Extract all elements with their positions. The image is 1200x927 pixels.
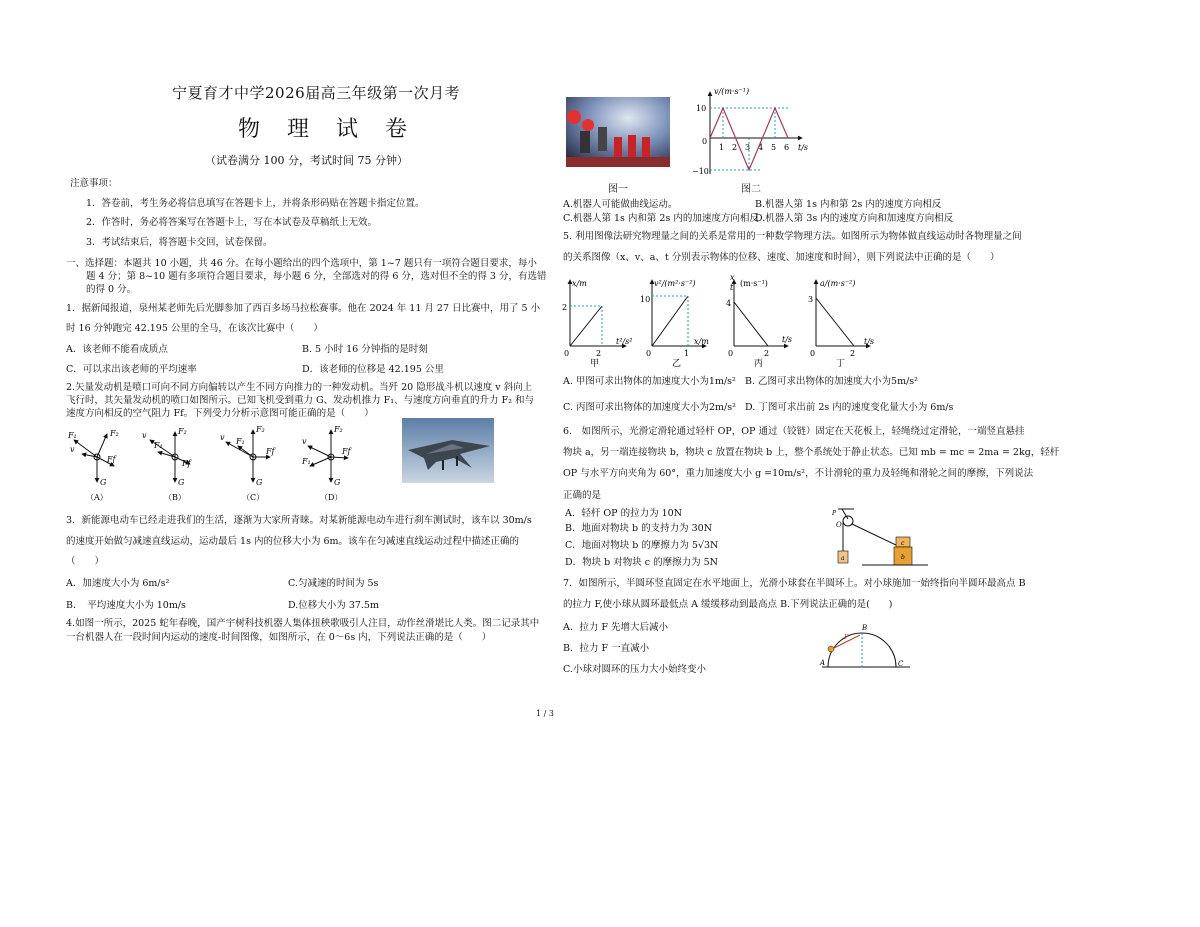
svg-text:F₂: F₂ (178, 427, 187, 436)
svg-text:Ff: Ff (266, 447, 275, 456)
exam-meta: （试卷满分 100 分，考试时间 75 分钟） (205, 154, 408, 167)
q6-stem: 6. 如图所示，光滑定滑轮通过轻杆 OP，OP 通过（铰链）固定在天花板上，轻绳绕过定滑轮，一端竖直悬挂 (563, 426, 1025, 437)
svg-text:6: 6 (784, 143, 790, 152)
svg-text:3: 3 (745, 143, 751, 152)
q4-option-b: B.机器人第 1s 内和第 2s 内的速度方向相反 (755, 199, 942, 210)
svg-text:4: 4 (758, 143, 764, 152)
svg-text:C: C (898, 660, 904, 668)
robot-dance-photo (566, 97, 670, 167)
svg-text:a: a (841, 555, 845, 562)
section-instructions: 一、选择题：本题共 10 小题，共 46 分。在每小题给出的四个选项中，第 1~7 题只有一项符合题目要求，每小 (66, 258, 537, 269)
svg-text:F₂: F₂ (256, 425, 265, 434)
q5-stem: 5. 利用图像法研究物理量之间的关系是常用的一种数学物理方法。如图所示为物体做直线运动时各物理量之间 (563, 231, 1022, 242)
svg-text:0: 0 (702, 137, 708, 146)
force-label: G (100, 478, 107, 487)
force-label: Ff (107, 455, 116, 464)
svg-text:x: x (730, 273, 735, 282)
graph-bing (726, 273, 792, 367)
notice-item: 2．作答时，务必将答案写在答题卡上，写在本试卷及草稿纸上无效。 (86, 217, 378, 228)
svg-text:乙: 乙 (672, 359, 682, 367)
svg-text:G: G (178, 478, 185, 487)
svg-text:x/m: x/m (572, 279, 587, 288)
q3-stem: （ ） (66, 556, 105, 567)
q6-stem: 物块 a，另一端连接物块 b，物块 c 放置在物块 b 上，整个系统处于静止状态。已知 mb = mc = 2ma = 2kg，轻杆 (563, 447, 1060, 458)
svg-text:F: F (844, 634, 849, 641)
q5-option-b: B. 乙图可求出物体的加速度大小为5m/s² (745, 376, 918, 387)
fighter-jet-photo (402, 418, 494, 483)
svg-text:A: A (820, 659, 826, 667)
q6-option-d: D．物块 b 对物块 c 的摩擦力为 5N (565, 557, 718, 568)
pulley-diagram (822, 505, 932, 569)
svg-text:2: 2 (562, 303, 568, 312)
graph-yi (640, 279, 709, 367)
svg-text:丙: 丙 (754, 359, 764, 367)
svg-text:−10: −10 (692, 167, 709, 176)
svg-text:（B）: （B） (164, 493, 186, 502)
svg-text:O: O (836, 521, 842, 529)
svg-text:3: 3 (808, 295, 814, 304)
svg-text:v: v (302, 437, 307, 446)
diagram-b (142, 427, 193, 502)
svg-text:0: 0 (728, 349, 734, 358)
q5-option-a: A. 甲图可求出物体的加速度大小为1m/s² (563, 376, 736, 387)
svg-text:b: b (901, 554, 905, 561)
diagram-label: （A） (86, 493, 108, 502)
svg-text:（C）: （C） (242, 493, 265, 502)
svg-text:x/m: x/m (694, 337, 709, 346)
svg-text:甲: 甲 (590, 359, 600, 367)
q2-force-diagrams (62, 422, 362, 504)
svg-text:t: t (730, 283, 734, 292)
vt-graph (692, 86, 812, 178)
q4-option-c: C.机器人第 1s 内和第 2s 内的加速度方向相反 (563, 213, 759, 224)
q5-option-c: C. 丙图可求出物体的加速度大小为2m/s² (563, 402, 736, 413)
q6-stem: OP 与水平方向夹角为 60°，重力加速度大小 g =10m/s²，不计滑轮的重力及轻绳和滑轮之间的摩擦，下列说法 (563, 468, 1034, 479)
q3-stem: 的速度开始做匀减速直线运动，运动最后 1s 内的位移大小为 6m。该车在匀减速直线运动过程中描述正确的 (66, 536, 520, 547)
notice-title: 注意事项： (70, 178, 118, 189)
svg-text:丁: 丁 (836, 359, 846, 367)
notice-item: 1．答卷前，考生务必将信息填写在答题卡上，并将条形码贴在答题卡指定位置。 (86, 198, 425, 209)
svg-text:Ff: Ff (182, 459, 191, 468)
graph-ding (808, 279, 874, 367)
svg-text:a/(m·s⁻²): a/(m·s⁻²) (820, 279, 856, 288)
section-instructions: 的得 0 分。 (86, 284, 137, 295)
q7-option-b: B．拉力 F 一直减小 (563, 643, 650, 654)
q2-stem: 2.矢量发动机是喷口可向不同方向偏转以产生不同方向推力的一种发动机。当歼 20 隐形战斗机以速度 v 斜向上 (66, 382, 533, 393)
svg-text:2: 2 (596, 349, 602, 358)
svg-text:0: 0 (810, 349, 816, 358)
q1-option-b: B. 5 小时 16 分钟指的是时刻 (302, 344, 428, 355)
q2-stem: 速度方向相反的空气阻力 Ff。下列受力分析示意图可能正确的是（ ） (66, 408, 374, 419)
svg-text:P: P (832, 510, 837, 517)
svg-text:v: v (220, 433, 225, 442)
q4-stem: 一台机器人在一段时间内运动的速度-时间图像，如图所示，在 0～6s 内，下列说法正确的是（ ） (66, 632, 492, 643)
svg-text:(m·s⁻¹): (m·s⁻¹) (740, 279, 768, 288)
svg-text:v: v (142, 431, 147, 440)
q5-graphs (562, 272, 892, 367)
q4-option-d: D.机器人第 3s 内的速度方向和加速度方向相反 (755, 213, 954, 224)
q7-stem: 的拉力 F,使小球从圆环最低点 A 缓缓移动到最高点 B.下列说法正确的是( ) (563, 599, 893, 610)
force-label: F₁ (68, 431, 77, 440)
svg-text:2: 2 (732, 143, 738, 152)
svg-text:B: B (862, 624, 868, 632)
notice-item: 3．考试结束后，将答题卡交回，试卷保留。 (86, 237, 273, 248)
svg-text:2: 2 (764, 349, 770, 358)
svg-text:G: G (256, 478, 263, 487)
q3-option-a: A．加速度大小为 6m/s² (66, 578, 170, 589)
page-number: 1 / 3 (536, 709, 554, 718)
svg-text:0: 0 (564, 349, 570, 358)
svg-text:1: 1 (719, 143, 725, 152)
svg-text:5: 5 (771, 143, 777, 152)
q6-option-b: B．地面对物块 b 的支持力为 30N (565, 523, 713, 534)
diagram-a (67, 429, 119, 502)
svg-text:F₁: F₁ (154, 441, 163, 450)
svg-text:F₂: F₂ (334, 425, 343, 434)
semicircle-diagram (818, 617, 914, 675)
q3-option-b: B． 平均速度大小为 10m/s (66, 600, 186, 611)
svg-text:0: 0 (646, 349, 652, 358)
svg-text:2: 2 (850, 349, 856, 358)
q6-stem: 正确的是 (563, 490, 602, 501)
school-title: 宁夏育才中学2026届高三年级第一次月考 (172, 84, 461, 102)
svg-text:G: G (334, 478, 341, 487)
svg-text:4: 4 (726, 299, 732, 308)
q7-option-c: C.小球对圆环的压力大小始终变小 (563, 664, 706, 675)
force-label: v (70, 445, 75, 454)
svg-text:10: 10 (640, 295, 651, 304)
fig1-caption: 图一 (608, 184, 628, 195)
q1-option-a: A．该老师不能看成质点 (66, 344, 168, 355)
q1-stem: 时 16 分钟跑完 42.195 公里的全马，在该次比赛中（ ） (66, 323, 323, 334)
svg-text:（D）: （D） (320, 493, 343, 502)
q1-stem: 1．据新闻报道，泉州某老师先后光脚参加了西百多场马拉松赛事。他在 2024 年 11 月 27 日比赛中，用了 5 小 (66, 303, 541, 314)
q2-stem: 飞行时，其矢量发动机的喷口如图所示。已知飞机受到重力 G、发动机推力 F₁、与速度方向垂直的升力 F₂ 和与 (66, 395, 534, 406)
fig2-caption: 图二 (741, 184, 761, 195)
q1-option-c: C．可以求出该老师的平均速率 (66, 364, 197, 375)
svg-text:F₁: F₁ (236, 437, 245, 446)
q7-option-a: A．拉力 F 先增大后减小 (563, 622, 668, 633)
q3-stem: 3．新能源电动车已经走进我们的生活，逐渐为大家所青睐。对某新能源电动车进行刹车测试时，该车以 30m/s (66, 515, 532, 526)
svg-text:v/(m·s⁻¹): v/(m·s⁻¹) (714, 87, 750, 96)
q3-option-d: D.位移大小为 37.5m (288, 600, 379, 611)
svg-text:10: 10 (696, 104, 707, 113)
q4-option-a: A.机器人可能做曲线运动。 (563, 199, 678, 210)
svg-text:t/s: t/s (798, 143, 809, 152)
svg-text:t/s: t/s (864, 337, 875, 346)
q1-option-d: D．该老师的位移是 42.195 公里 (302, 364, 444, 375)
q5-stem: 的关系图像（x、v、a、t 分别表示物体的位移、速度、加速度和时间），则下列说法中正确的是（ ） (563, 252, 1000, 263)
section-instructions: 题 4 分；第 8~10 题有多项符合题目要求，每小题 6 分，全部选对的得 6 分，选对但不全的得 3 分，有选错 (86, 271, 547, 282)
svg-text:t²/s²: t²/s² (616, 337, 633, 346)
q3-option-c: C.匀减速的时间为 5s (288, 578, 379, 589)
q5-option-d: D. 丁图可求出前 2s 内的速度变化量大小为 6m/s (745, 402, 954, 413)
svg-text:F₁: F₁ (302, 457, 311, 466)
diagram-d (301, 425, 353, 502)
q6-option-a: A．轻杆 OP 的拉力为 10N (565, 508, 683, 519)
svg-text:1: 1 (684, 349, 690, 358)
q7-stem: 7．如图所示，半圆环竖直固定在水平地面上，光滑小球套在半圆环上。对小球施加一始终指向半圆环最高点 B (563, 578, 1026, 589)
diagram-c (220, 425, 277, 502)
svg-text:v²/(m²·s⁻²): v²/(m²·s⁻²) (654, 279, 696, 288)
svg-text:t/s: t/s (782, 335, 793, 344)
svg-text:Ff: Ff (342, 447, 351, 456)
svg-text:c: c (901, 540, 905, 547)
force-label: F₂ (110, 429, 119, 438)
graph-jia (562, 279, 632, 367)
q6-option-c: C．地面对物块 b 的摩擦力为 5√3N (565, 540, 719, 551)
subject-title: 物 理 试 卷 (238, 117, 417, 142)
q4-stem: 4.如图一所示，2025 蛇年春晚，国产宇树科技机器人集体扭秧歌吸引人注目，动作丝滑堪比人类。图二记录其中 (66, 618, 540, 629)
